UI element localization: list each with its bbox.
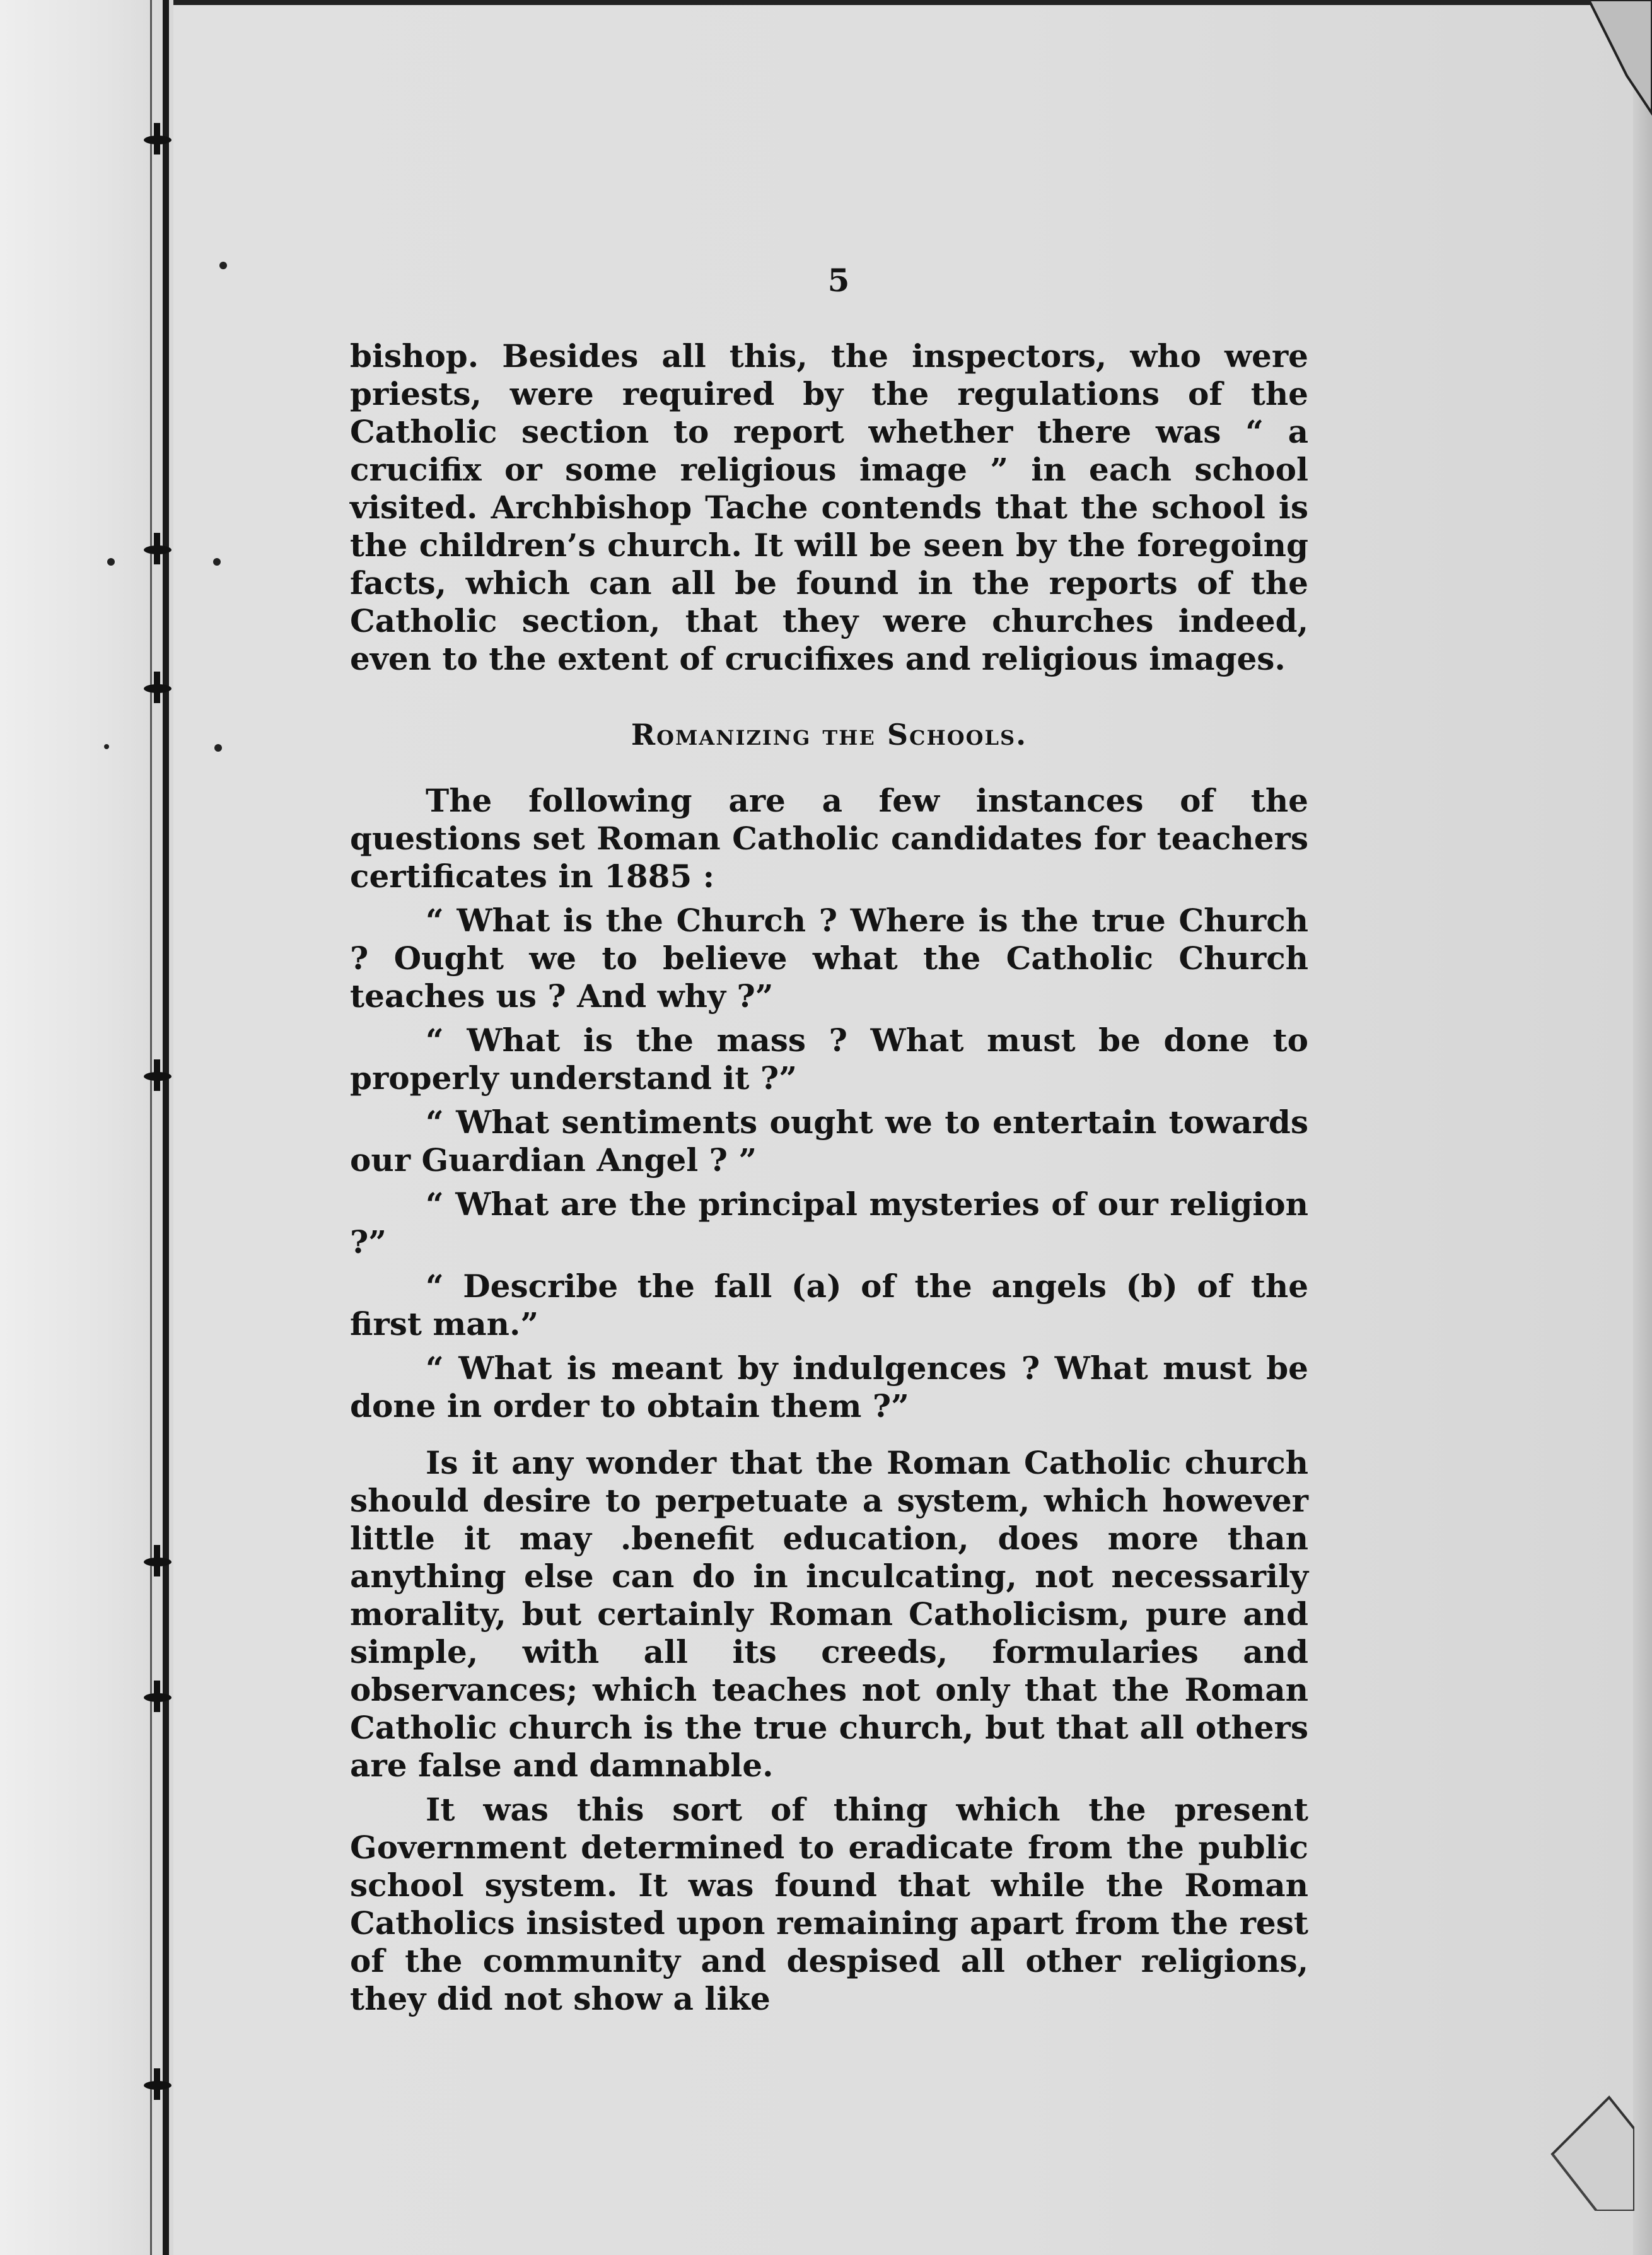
right-page-edge	[1633, 0, 1652, 2255]
binding-stitch	[144, 1558, 172, 1566]
binding-thread-line	[150, 0, 152, 2255]
binding-stitch	[144, 2081, 172, 2090]
speck	[219, 262, 227, 269]
question-item: “ What sentiments ought we to entertain towards our Guardian Angel ? ”	[350, 1104, 1308, 1179]
binding-stitch	[144, 1072, 172, 1081]
folded-corner-bottom	[1540, 2091, 1634, 2211]
binding-stitch	[144, 545, 172, 554]
question-item: “ What is the mass ? What must be done to properly understand it ?”	[350, 1022, 1308, 1097]
speck	[213, 558, 221, 566]
body-text	[350, 337, 1308, 2018]
paragraph: bishop. Besides all this, the inspectors, who were priests, were required by the regulations of the Catholic section to report whether there was “ a crucifix or some religious image ” in each school visited. Archbishop Tache contends that the school is the children’s church. It will be seen by the foregoing facts, which can all be found in the reports of the Catholic section, that they were churches indeed, even to the extent of crucifixes and religious images.	[350, 337, 1308, 677]
page-number: 5	[827, 262, 850, 299]
question-item: “ Describe the fall (a) of the angels (b) of the first man.”	[350, 1267, 1308, 1343]
paragraph: Is it any wonder that the Roman Catholic church should desire to perpetuate a system, which however little it may .benefit education, does more than anything else can do in inculcating, not necessarily morality, but certainly Roman Catholicism, pure and simple, with all its creeds, formularies and observances; which teaches not only that the Roman Catholic church is the true church, but that all others are false and damnable.	[350, 1444, 1308, 1784]
paragraph: It was this sort of thing which the present Government determined to eradicate from the public school system. It was found that while the Roman Catholics insisted upon remaining apart from the rest of the community and despised all other religions, they did not show a like	[350, 1791, 1308, 2017]
binding-stitch	[144, 684, 172, 693]
question-item: “ What is the Church ? Where is the true Church ? Ought we to believe what the Catholic Church teaches us ? And why ?”	[350, 902, 1308, 1015]
section-heading: Romanizing the Schools.	[631, 718, 1028, 752]
binding-margin	[0, 0, 173, 2255]
question-item: “ What is meant by indulgences ? What must be done in order to obtain them ?”	[350, 1349, 1308, 1425]
binding-stitch	[144, 136, 172, 144]
speck	[214, 744, 222, 752]
binding-spine-line	[163, 0, 169, 2255]
speck	[104, 744, 109, 749]
paragraph-intro: The following are a few instances of the questions set Roman Catholic candidates for teachers certificates in 1885 :	[350, 782, 1308, 895]
question-item: “ What are the principal mysteries of our religion ?”	[350, 1186, 1308, 1261]
torn-corner-top	[1583, 0, 1652, 126]
binding-stitch	[144, 1693, 172, 1702]
speck	[107, 558, 115, 566]
top-edge	[0, 0, 1652, 5]
